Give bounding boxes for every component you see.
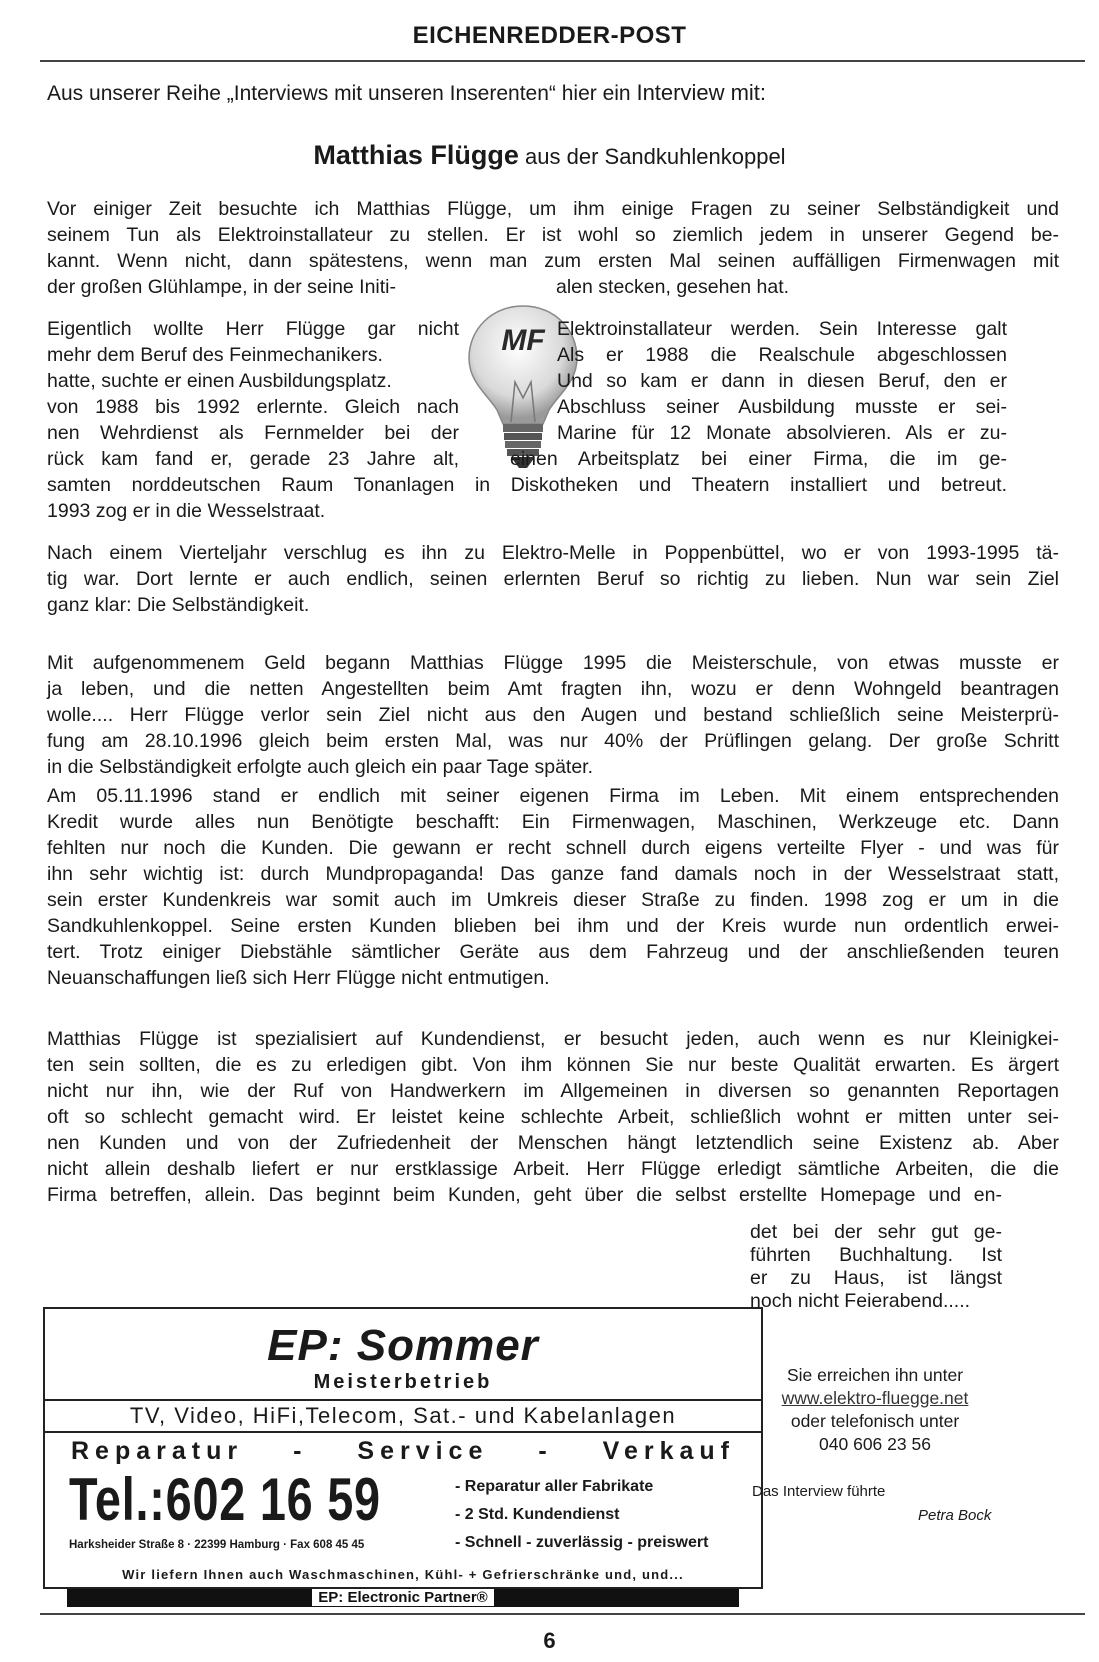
text-line: ihn sehr wichtig ist: durch Mundpropaganda! Das ganze fand damals noch in der Wesselstraat statt, [47,863,1059,885]
newspaper-header: EICHENREDDER-POST [412,22,687,49]
text-line: Abschluss seiner Ausbildung musste er sei- [557,396,1007,418]
text-line: mehr dem Beruf des Feinmechanikers. [47,344,383,366]
advertisement-box [43,1307,763,1606]
text-line: ganz klar: Die Selbständigkeit. [47,594,310,616]
ad-feature: - Reparatur aller Fabrikate [455,1478,654,1495]
text-line: rück kam fand er, gerade 23 Jahre alt, [47,448,459,470]
bottom-rule [40,1613,1085,1615]
text-line: nicht allein deshalb liefert er nur erstklassige Arbeit. Herr Flügge erledigt sämtliche Arbeiten, die die [47,1158,1059,1180]
ad-ep-bar [67,1589,739,1607]
top-rule [40,60,1085,62]
paragraph-5 [47,783,1059,991]
ad-rsv-item: - [293,1437,308,1465]
text-line: Und so kam er dann in diesen Beruf, den er [557,370,1007,392]
intro-bold: Interview mit: [636,80,767,105]
text-line: seinem Tun als Elektroinstallateur zu stellen. Er ist wohl so ziemlich jedem in unserer Gegend be- [47,224,1059,246]
text-line: 1993 zog er in die Wesselstraat. [47,500,326,522]
text-line: Firma betreffen, allein. Das beginnt beim Kunden, geht über die selbst erstellte Homepage und en- [47,1184,1002,1206]
text-line: ten sein sollten, die es zu erledigen gibt. Von ihm können Sie nur beste Qualität erwarten. Es ärgert [47,1054,1059,1076]
text-line: hatte, suchte er einen Ausbildungsplatz. [47,370,392,392]
text-line: wolle.... Herr Flügge verlor sein Ziel nicht aus den Augen und bestand schließlich seine Meisterprü- [47,704,1059,726]
text-line: von 1988 bis 1992 erlernte. Gleich nach [47,396,459,418]
paragraph-1-left-end: der großen Glühlampe, in der seine Initi- [47,276,397,298]
text-line: noch nicht Feierabend..... [750,1290,971,1312]
intro-prefix: Aus unserer Reihe „Interviews mit unseren Inserenten“ hier ein [47,82,637,105]
ad-logo: EP: Sommer [267,1321,539,1370]
text-line: tert. Trotz einiger Diebstähle sämtlicher Geräte aus dem Fahrzeug und der anschließenden teuren [47,941,1059,963]
text-line: Eigentlich wollte Herr Flügge gar nicht [47,318,459,340]
title-rest: aus der Sandkuhlenkoppel [518,144,786,169]
text-line: einen Arbeitsplatz bei einer Firma, die im ge- [510,448,1007,470]
page-number: 6 [543,1628,556,1653]
text-line: führten Buchhaltung. Ist [750,1244,1002,1266]
text-line: ja leben, und die netten Angestellten beim Amt fragten ihn, wozu er denn Wohngeld beantragen [47,678,1059,700]
text-line: samten norddeutschen Raum Tonanlagen in Diskotheken und Theatern installiert und betreut. [47,474,1007,496]
ad-appliances-line: Wir liefern Ihnen auch Waschmaschinen, Kühl- + Gefrierschränke und, und... [122,1567,684,1582]
contact-line-1: Sie erreichen ihn unter [786,1365,964,1385]
text-line: Als er 1988 die Realschule abgeschlossen [557,344,1007,366]
paragraph-6-side [750,1221,1002,1313]
text-line: oft so schlecht gemacht wird. Er leistet keine schlechte Arbeit, schließlich wohnt er mitten unter sei- [47,1106,1059,1128]
intro-line [47,80,766,107]
ad-rsv-item: - [538,1437,553,1465]
ad-phone: Tel.:602 16 59 [69,1466,381,1533]
text-line: det bei der sehr gut ge- [750,1221,1002,1243]
text-line: nicht nur ihn, wie der Ruf von Handwerkern im Allgemeinen in diversen so genannten Reportagen [47,1080,1059,1102]
paragraph-2-left-column [47,316,459,472]
title-name: Matthias Flügge [313,140,519,170]
website-link[interactable]: www.elektro-fluegge.net [781,1388,969,1408]
text-line: Neuanschaffungen ließ sich Herr Flügge nicht entmutigen. [47,967,550,989]
text-line: Kredit wurde alles nun Benötigte beschafft: Ein Firmenwagen, Maschinen, Werkzeuge etc. Dann [47,811,1059,833]
ad-meisterbetrieb: Meisterbetrieb [313,1371,493,1393]
paragraph-1 [47,196,1059,274]
text-line: Elektroinstallateur werden. Sein Interesse galt [557,318,1007,340]
paragraph-1-right-end: alen stecken, gesehen hat. [556,276,790,298]
ad-features [455,1473,708,1557]
ad-rsv-item: Reparatur [71,1437,244,1465]
contact-phone: 040 606 23 56 [819,1434,931,1454]
text-line: in die Selbständigkeit erfolgte auch gleich ein paar Tage später. [47,756,594,778]
text-line: Nach einem Vierteljahr verschlug es ihn zu Elektro-Melle in Poppenbüttel, wo er von 1993-1995 tä- [47,542,1059,564]
paragraph-4 [47,650,1059,780]
ad-feature: - 2 Std. Kundendienst [455,1506,620,1523]
text-line: Vor einiger Zeit besuchte ich Matthias Flügge, um ihm einige Fragen zu seiner Selbständigkeit und [47,198,1059,220]
contact-line-2: oder telefonisch unter [790,1411,960,1431]
text-line: nen Kunden und von der Zufriedenheit der Menschen hängt letztendlich seine Existenz ab. Aber [47,1132,1059,1154]
ad-services: TV, Video, HiFi,Telecom, Sat.- und Kabelanlagen [45,1399,761,1433]
text-line: fehlten nur noch die Kunden. Die gewann er recht schnell durch eigens verteilte Flyer - und was für [47,837,1059,859]
ad-address: Harksheider Straße 8 · 22399 Hamburg · Fax 608 45 45 [69,1539,365,1551]
contact-block [740,1364,1010,1456]
text-line: tig war. Dort lernte er auch endlich, seinen erlernten Beruf so richtig zu lieben. Nun war sein Ziel [47,568,1059,590]
text-line: Matthias Flügge ist spezialisiert auf Kundendienst, er besucht jeden, auch wenn es nur Kleinigkei- [47,1028,1059,1050]
paragraph-2-full [47,472,1007,524]
text-line: fung am 28.10.1996 gleich beim ersten Mal, was nur 40% der Prüflingen gelang. Der große Schritt [47,730,1059,752]
text-line: Sandkuhlenkoppel. Seine ersten Kunden blieben bei ihm und der Kreis wurde nun ordentlich erwei- [47,915,1059,937]
ad-repair-service-sales [71,1437,735,1466]
paragraph-3 [47,540,1059,618]
text-line: nen Wehrdienst als Fernmelder bei der [47,422,459,444]
text-line: Am 05.11.1996 stand er endlich mit seiner eigenen Firma im Leben. Mit einem entsprechenden [47,785,1059,807]
paragraph-6 [47,1026,1059,1208]
ad-rsv-item: Verkauf [602,1437,735,1465]
text-line: Mit aufgenommenem Geld begann Matthias Flügge 1995 die Meisterschule, von etwas musste er [47,652,1059,674]
article-title [0,140,1099,171]
text-line: Marine für 12 Monate absolvieren. Als er zu- [557,422,1007,444]
text-line: sein erster Kundenkreis war somit auch im Umkreis dieser Straße zu finden. 1998 zog er um in die [47,889,1059,911]
interviewer-name: Petra Bock [918,1507,992,1524]
ad-rsv-item: Service [357,1437,489,1465]
ad-ep-label: EP: Electronic Partner® [312,1589,493,1606]
interview-credit: Das Interview führte [752,1483,886,1500]
text-line: er zu Haus, ist längst [750,1267,1002,1289]
ad-feature: - Schnell - zuverlässig - preiswert [455,1534,709,1551]
text-line: kannt. Wenn nicht, dann spätestens, wenn man zum ersten Mal seinen auffälligen Firmenwagen mit [47,250,1059,272]
bulb-initials: MF [501,324,545,357]
